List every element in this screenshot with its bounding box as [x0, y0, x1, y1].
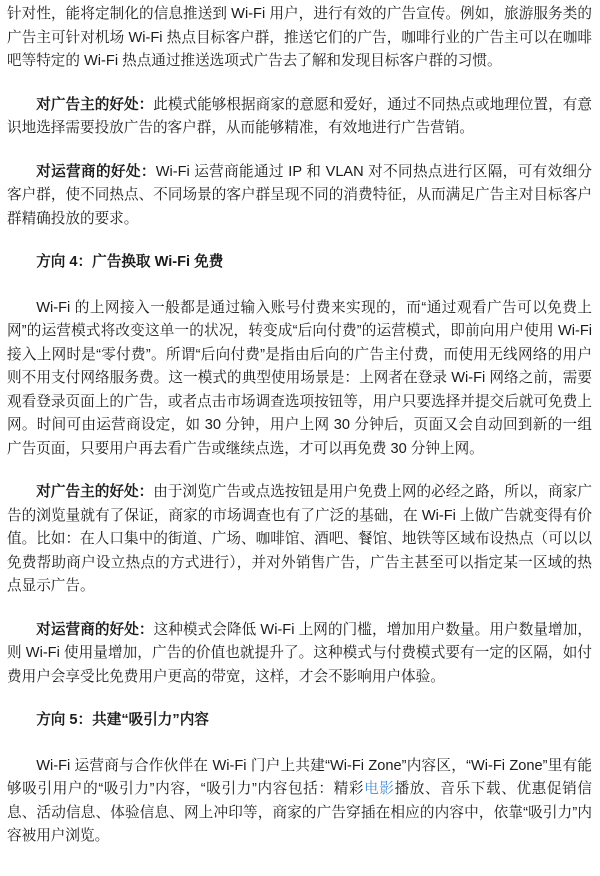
text-run: Wi-Fi 运营商与合作伙伴在 Wi-Fi 门户上共建“Wi-Fi Zone”内容区，“Wi-Fi Zone”里有能够吸引用户的“吸引力”内容，“吸引力”内容包括：精彩 [7, 757, 592, 797]
bold-lead-label: 对广告主的好处： [36, 96, 154, 113]
text-run: 针对性，能将定制化的信息推送到 Wi-Fi 用户，进行有效的广告宣传。例如，旅游服务类的广告主可针对机场 Wi-Fi 热点目标客户群，推送它们的广告，咖啡行业的广告主可以在咖啡吧等特定的 Wi-Fi 热点通过推送选项式广告去了解和发现目标客户群的习惯。 [7, 6, 592, 69]
body-paragraph [7, 755, 592, 849]
section-heading [7, 251, 592, 275]
text-run: Wi-Fi 的上网接入一般都是通过输入账号付费来实现的，而“通过观看广告可以免费上网”的运营模式将改变这单一的状况，转变成“后向付费”的运营模式，即前向用户使用 Wi-Fi 接入上网时是“零付费”。所谓“后向付费”是指由后向的广告主付费，而使用无线网络的用户则不用支付网络服务费。这一模式的典型使用场景是：上网者在登录 Wi-Fi 网络之前，需要观看登录页面上的广告，或者点击市场调查选项按钮等，用户只要选择并提交后就可免费上网。时间可由运营商设定，如 30 分钟，用户上网 30 分钟后，页面又会自动回到新的一组广告页面，只要用户再去看广告或继续点选，才可以再免费 30 分钟上网。 [7, 299, 592, 457]
bold-lead-label: 方向 4：广告换取 Wi-Fi 免费 [36, 254, 224, 270]
body-paragraph [7, 297, 592, 462]
text-run: Wi-Fi 运营商能通过 IP 和 VLAN 对不同热点进行区隔，可有效细分客户群，使不同热点、不同场景的客户群呈现不同的消费特征，从而满足广告主对目标客户群精确投放的要求。 [7, 163, 592, 227]
body-paragraph [7, 94, 592, 141]
body-paragraph [7, 3, 592, 74]
section-heading [7, 709, 592, 733]
body-paragraph [7, 481, 592, 599]
text-run: 此模式能够根据商家的意愿和爱好，通过不同热点或地理位置，有意识地选择需要投放广告的客户群，从而能够精准，有效地进行广告营销。 [7, 96, 592, 136]
body-paragraph [7, 619, 592, 690]
bold-lead-label: 对运营商的好处： [36, 621, 154, 638]
bold-lead-label: 对运营商的好处： [36, 163, 156, 180]
bold-lead-label: 对广告主的好处： [36, 484, 154, 500]
text-run: 播放、音乐下载、优惠促销信息、活动信息、体验信息、网上冲印等，商家的广告穿插在相应的内容中，依靠“吸引力”内容被用户浏览。 [7, 781, 592, 844]
bold-lead-label: 方向 5：共建“吸引力”内容 [36, 712, 209, 728]
text-run: 由于浏览广告或点选按钮是用户免费上网的必经之路，所以，商家广告的浏览量就有了保证，商家的市场调查也有了广泛的基础，在 Wi-Fi 上做广告就变得有价值。比如：在人口集中的街道、广场、咖啡馆、酒吧、餐馆、地铁等区域布设热点（可以以免费帮助商户设立热点的方式进行），并对外销售广告，广告主甚至可以指定某一区域的热点显示广告。 [7, 484, 592, 594]
text-run: 这种模式会降低 Wi-Fi 上网的门槛，增加用户数量。用户数量增加，则 Wi-Fi 使用量增加，广告的价值也就提升了。这种模式与付费模式要有一定的区隔，如付费用户会享受比免费用户更高的带宽，这样，才会不影响用户体验。 [7, 621, 592, 685]
body-paragraph [7, 161, 592, 232]
movie-link[interactable]: 电影 [364, 781, 395, 797]
